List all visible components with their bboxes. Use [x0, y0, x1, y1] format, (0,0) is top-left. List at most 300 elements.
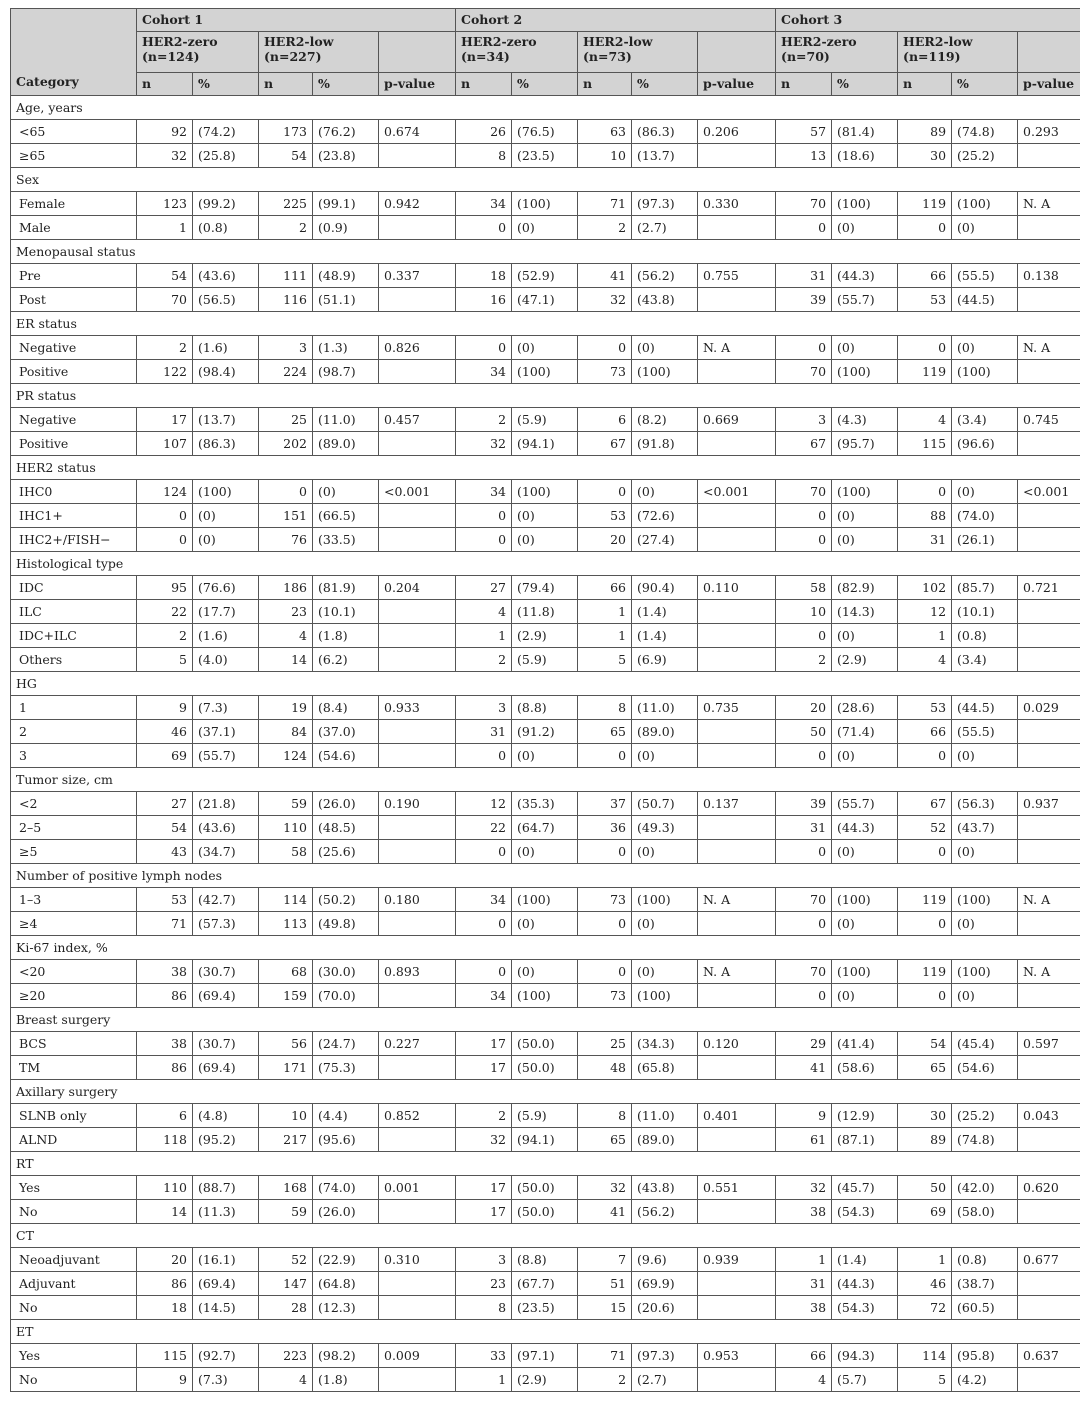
n-cell: 5 — [578, 648, 632, 672]
n-cell: 4 — [898, 408, 952, 432]
n-cell: 34 — [456, 984, 512, 1008]
p-value-cell — [698, 984, 776, 1008]
n-cell: 17 — [456, 1200, 512, 1224]
section-row — [11, 672, 1080, 696]
group-header — [898, 32, 1018, 73]
table-body — [11, 96, 1080, 1392]
row-label: IHC2+/FISH− — [11, 528, 137, 552]
n-cell: 0 — [456, 960, 512, 984]
p-value-cell — [698, 912, 776, 936]
table-row — [11, 1272, 1080, 1296]
percent-cell: (0) — [193, 528, 259, 552]
section-row — [11, 240, 1080, 264]
n-cell: 59 — [259, 1200, 313, 1224]
n-cell: 38 — [776, 1296, 832, 1320]
n-cell: 50 — [776, 720, 832, 744]
n-cell: 0 — [456, 504, 512, 528]
percent-cell: (81.4) — [832, 120, 898, 144]
n-cell: 70 — [137, 288, 193, 312]
percent-cell: (42.0) — [952, 1176, 1018, 1200]
p-value-cell — [1018, 1128, 1080, 1152]
n-cell: 3 — [456, 1248, 512, 1272]
cohort-1-header: Cohort 1 — [137, 9, 456, 32]
percent-cell: (100) — [632, 360, 698, 384]
n-cell: 23 — [259, 600, 313, 624]
n-cell: 2 — [137, 336, 193, 360]
percent-cell: (0) — [632, 912, 698, 936]
group-name: HER2-zero — [781, 34, 857, 49]
n-cell: 10 — [259, 1104, 313, 1128]
p-value-cell: 0.227 — [379, 1032, 456, 1056]
percent-cell: (55.5) — [952, 720, 1018, 744]
percent-cell: (1.4) — [632, 624, 698, 648]
n-cell: 53 — [898, 288, 952, 312]
table-row — [11, 216, 1080, 240]
p-value-cell — [698, 744, 776, 768]
p-value-cell: 0.180 — [379, 888, 456, 912]
percent-cell: (65.8) — [632, 1056, 698, 1080]
n-cell: 0 — [776, 984, 832, 1008]
table-row — [11, 432, 1080, 456]
n-cell: 89 — [898, 1128, 952, 1152]
percent-cell: (48.5) — [313, 816, 379, 840]
n-cell: 0 — [898, 336, 952, 360]
percent-cell: (100) — [832, 192, 898, 216]
p-value-cell — [698, 1056, 776, 1080]
percent-cell: (4.4) — [313, 1104, 379, 1128]
n-cell: 39 — [776, 792, 832, 816]
row-label: Adjuvant — [11, 1272, 137, 1296]
n-cell: 115 — [898, 432, 952, 456]
percent-cell: (100) — [512, 888, 578, 912]
table-row — [11, 720, 1080, 744]
section-row — [11, 552, 1080, 576]
n-cell: 48 — [578, 1056, 632, 1080]
percent-cell: (75.3) — [313, 1056, 379, 1080]
percent-cell: (3.4) — [952, 408, 1018, 432]
n-cell: 8 — [456, 144, 512, 168]
n-cell: 107 — [137, 432, 193, 456]
n-cell: 54 — [259, 144, 313, 168]
n-cell: 0 — [456, 912, 512, 936]
p-value-cell — [1018, 984, 1080, 1008]
n-cell: 0 — [776, 912, 832, 936]
n-cell: 84 — [259, 720, 313, 744]
percent-cell: (0) — [632, 480, 698, 504]
p-value-cell: 0.206 — [698, 120, 776, 144]
section-title: Menopausal status — [11, 240, 1080, 264]
table-row — [11, 912, 1080, 936]
p-value-cell — [379, 288, 456, 312]
section-title: Tumor size, cm — [11, 768, 1080, 792]
percent-cell: (11.8) — [512, 600, 578, 624]
n-cell: 34 — [456, 360, 512, 384]
n-cell: 70 — [776, 192, 832, 216]
n-cell: 8 — [578, 1104, 632, 1128]
percent-cell: (50.0) — [512, 1056, 578, 1080]
p-value-cell: 0.138 — [1018, 264, 1080, 288]
n-cell: 1 — [456, 1368, 512, 1392]
percent-cell: (91.8) — [632, 432, 698, 456]
section-title: ET — [11, 1320, 1080, 1344]
percent-cell: (54.6) — [952, 1056, 1018, 1080]
p-value-cell: N. A — [698, 888, 776, 912]
p-value-cell: 0.310 — [379, 1248, 456, 1272]
row-label: 1–3 — [11, 888, 137, 912]
n-cell: 41 — [776, 1056, 832, 1080]
p-value-cell: N. A — [1018, 960, 1080, 984]
section-row — [11, 312, 1080, 336]
n-cell: 71 — [578, 1344, 632, 1368]
row-label: Yes — [11, 1176, 137, 1200]
percent-cell: (96.6) — [952, 432, 1018, 456]
n-cell: 2 — [456, 648, 512, 672]
p-value-cell: 0.852 — [379, 1104, 456, 1128]
n-header: n — [137, 73, 193, 96]
n-cell: 119 — [898, 960, 952, 984]
n-cell: 69 — [898, 1200, 952, 1224]
n-cell: 113 — [259, 912, 313, 936]
group-name: HER2-zero — [461, 34, 537, 49]
n-cell: 54 — [898, 1032, 952, 1056]
n-cell: 0 — [456, 336, 512, 360]
row-label: ≥5 — [11, 840, 137, 864]
percent-cell: (1.4) — [632, 600, 698, 624]
p-value-cell — [698, 504, 776, 528]
percent-cell: (27.4) — [632, 528, 698, 552]
table-row — [11, 624, 1080, 648]
p-value-cell: 0.939 — [698, 1248, 776, 1272]
percent-cell: (74.0) — [313, 1176, 379, 1200]
percent-cell: (11.0) — [313, 408, 379, 432]
n-cell: 65 — [578, 720, 632, 744]
category-header: Category — [11, 9, 137, 96]
n-cell: 41 — [578, 1200, 632, 1224]
percent-cell: (87.1) — [832, 1128, 898, 1152]
p-value-cell: <0.001 — [379, 480, 456, 504]
n-cell: 0 — [776, 336, 832, 360]
n-cell: 67 — [776, 432, 832, 456]
n-cell: 46 — [898, 1272, 952, 1296]
percent-cell: (56.5) — [193, 288, 259, 312]
percent-cell: (0) — [512, 960, 578, 984]
n-cell: 70 — [776, 480, 832, 504]
row-label: Negative — [11, 336, 137, 360]
percent-cell: (26.1) — [952, 528, 1018, 552]
section-title: CT — [11, 1224, 1080, 1248]
percent-cell: (55.7) — [193, 744, 259, 768]
n-cell: 0 — [776, 624, 832, 648]
percent-cell: (74.8) — [952, 120, 1018, 144]
percent-cell: (2.7) — [632, 216, 698, 240]
percent-cell: (50.0) — [512, 1200, 578, 1224]
percent-cell: (5.7) — [832, 1368, 898, 1392]
section-row — [11, 168, 1080, 192]
n-cell: 66 — [578, 576, 632, 600]
n-cell: 2 — [456, 1104, 512, 1128]
percent-cell: (20.6) — [632, 1296, 698, 1320]
n-cell: 26 — [456, 120, 512, 144]
section-row — [11, 96, 1080, 120]
percent-cell: (100) — [512, 480, 578, 504]
percent-cell: (8.8) — [512, 1248, 578, 1272]
n-cell: 1 — [898, 624, 952, 648]
n-cell: 53 — [898, 696, 952, 720]
n-cell: 7 — [578, 1248, 632, 1272]
n-cell: 3 — [259, 336, 313, 360]
n-cell: 4 — [898, 648, 952, 672]
p-value-cell — [1018, 288, 1080, 312]
n-cell: 32 — [456, 432, 512, 456]
n-cell: 12 — [898, 600, 952, 624]
percent-cell: (44.3) — [832, 264, 898, 288]
percent-cell: (98.4) — [193, 360, 259, 384]
p-value-cell: 0.942 — [379, 192, 456, 216]
n-cell: 151 — [259, 504, 313, 528]
percent-cell: (67.7) — [512, 1272, 578, 1296]
p-value-cell: 0.893 — [379, 960, 456, 984]
table-row — [11, 1344, 1080, 1368]
percent-cell: (92.7) — [193, 1344, 259, 1368]
n-header: n — [578, 73, 632, 96]
row-label: ALND — [11, 1128, 137, 1152]
table-row — [11, 600, 1080, 624]
n-cell: 38 — [137, 960, 193, 984]
percent-cell: (25.2) — [952, 144, 1018, 168]
percent-cell: (33.5) — [313, 528, 379, 552]
n-cell: 4 — [776, 1368, 832, 1392]
percent-cell: (57.3) — [193, 912, 259, 936]
percent-cell: (97.3) — [632, 1344, 698, 1368]
n-header: n — [259, 73, 313, 96]
n-cell: 6 — [137, 1104, 193, 1128]
p-value-cell: 0.597 — [1018, 1032, 1080, 1056]
percent-cell: (1.6) — [193, 624, 259, 648]
percent-cell: (45.7) — [832, 1176, 898, 1200]
percent-cell: (8.8) — [512, 696, 578, 720]
n-cell: 1 — [137, 216, 193, 240]
n-cell: 30 — [898, 144, 952, 168]
p-value-cell: <0.001 — [698, 480, 776, 504]
percent-cell: (100) — [512, 192, 578, 216]
percent-cell: (3.4) — [952, 648, 1018, 672]
row-label: 2 — [11, 720, 137, 744]
percent-cell: (54.3) — [832, 1200, 898, 1224]
n-cell: 0 — [456, 744, 512, 768]
row-label: TM — [11, 1056, 137, 1080]
p-value-cell: 0.001 — [379, 1176, 456, 1200]
percent-cell: (0) — [832, 840, 898, 864]
n-cell: 119 — [898, 888, 952, 912]
n-cell: 114 — [259, 888, 313, 912]
table-row — [11, 120, 1080, 144]
n-cell: 15 — [578, 1296, 632, 1320]
percent-cell: (0) — [632, 960, 698, 984]
n-cell: 110 — [137, 1176, 193, 1200]
n-cell: 73 — [578, 360, 632, 384]
percent-cell: (37.1) — [193, 720, 259, 744]
p-value-cell: 0.204 — [379, 576, 456, 600]
percent-cell: (11.0) — [632, 696, 698, 720]
pvalue-header: p-value — [698, 73, 776, 96]
group-header — [456, 32, 578, 73]
p-value-cell — [1018, 360, 1080, 384]
percent-cell: (38.7) — [952, 1272, 1018, 1296]
n-cell: 28 — [259, 1296, 313, 1320]
n-header: n — [456, 73, 512, 96]
p-value-cell — [1018, 432, 1080, 456]
section-row — [11, 1320, 1080, 1344]
p-value-cell — [1018, 840, 1080, 864]
row-label: SLNB only — [11, 1104, 137, 1128]
row-label: 1 — [11, 696, 137, 720]
n-cell: 0 — [578, 336, 632, 360]
p-value-cell: 0.735 — [698, 696, 776, 720]
percent-cell: (45.4) — [952, 1032, 1018, 1056]
n-cell: 0 — [456, 840, 512, 864]
n-cell: 17 — [456, 1056, 512, 1080]
n-cell: 76 — [259, 528, 313, 552]
percent-cell: (0) — [952, 744, 1018, 768]
n-cell: 63 — [578, 120, 632, 144]
percent-cell: (74.2) — [193, 120, 259, 144]
percent-cell: (18.6) — [832, 144, 898, 168]
table-row — [11, 336, 1080, 360]
percent-cell: (100) — [952, 888, 1018, 912]
p-value-cell — [379, 744, 456, 768]
percent-cell: (23.5) — [512, 144, 578, 168]
n-cell: 22 — [456, 816, 512, 840]
n-cell: 14 — [259, 648, 313, 672]
percent-cell: (86.3) — [632, 120, 698, 144]
percent-cell: (23.5) — [512, 1296, 578, 1320]
percent-cell: (41.4) — [832, 1032, 898, 1056]
percent-cell: (10.1) — [952, 600, 1018, 624]
percent-cell: (16.1) — [193, 1248, 259, 1272]
n-cell: 2 — [259, 216, 313, 240]
n-cell: 88 — [898, 504, 952, 528]
p-value-cell — [698, 1272, 776, 1296]
n-cell: 57 — [776, 120, 832, 144]
n-cell: 73 — [578, 984, 632, 1008]
n-cell: 31 — [456, 720, 512, 744]
n-cell: 3 — [776, 408, 832, 432]
n-cell: 18 — [456, 264, 512, 288]
percent-cell: (13.7) — [632, 144, 698, 168]
p-value-cell: N. A — [1018, 336, 1080, 360]
p-value-cell: 0.674 — [379, 120, 456, 144]
n-cell: 3 — [456, 696, 512, 720]
percent-cell: (43.7) — [952, 816, 1018, 840]
percent-cell: (50.0) — [512, 1032, 578, 1056]
section-title: Breast surgery — [11, 1008, 1080, 1032]
n-cell: 5 — [137, 648, 193, 672]
p-value-cell: 0.009 — [379, 1344, 456, 1368]
row-label: Male — [11, 216, 137, 240]
p-value-cell: 0.677 — [1018, 1248, 1080, 1272]
percent-cell: (97.1) — [512, 1344, 578, 1368]
group-header — [259, 32, 379, 73]
section-row — [11, 864, 1080, 888]
p-value-cell — [379, 504, 456, 528]
percent-cell: (94.3) — [832, 1344, 898, 1368]
row-label: ≥20 — [11, 984, 137, 1008]
group-header — [137, 32, 259, 73]
percent-cell: (55.7) — [832, 792, 898, 816]
percent-cell: (55.7) — [832, 288, 898, 312]
n-cell: 25 — [259, 408, 313, 432]
n-cell: 46 — [137, 720, 193, 744]
percent-cell: (58.6) — [832, 1056, 898, 1080]
percent-cell: (22.9) — [313, 1248, 379, 1272]
section-title: ER status — [11, 312, 1080, 336]
section-row — [11, 936, 1080, 960]
percent-cell: (11.3) — [193, 1200, 259, 1224]
n-cell: 53 — [578, 504, 632, 528]
p-value-cell: 0.745 — [1018, 408, 1080, 432]
n-cell: 0 — [578, 840, 632, 864]
percent-cell: (1.3) — [313, 336, 379, 360]
p-value-cell — [1018, 720, 1080, 744]
n-cell: 31 — [776, 264, 832, 288]
percent-cell: (100) — [832, 888, 898, 912]
n-cell: 54 — [137, 264, 193, 288]
table-row — [11, 792, 1080, 816]
n-cell: 0 — [137, 504, 193, 528]
p-value-cell — [698, 360, 776, 384]
percent-cell: (4.8) — [193, 1104, 259, 1128]
percent-cell: (12.3) — [313, 1296, 379, 1320]
percent-cell: (95.8) — [952, 1344, 1018, 1368]
n-cell: 119 — [898, 192, 952, 216]
percent-cell: (71.4) — [832, 720, 898, 744]
p-value-cell: 0.755 — [698, 264, 776, 288]
percent-cell: (90.4) — [632, 576, 698, 600]
n-cell: 20 — [776, 696, 832, 720]
section-row — [11, 1152, 1080, 1176]
p-value-cell — [1018, 144, 1080, 168]
percent-cell: (26.0) — [313, 1200, 379, 1224]
percent-cell: (0) — [952, 840, 1018, 864]
n-cell: 17 — [456, 1032, 512, 1056]
row-label: Post — [11, 288, 137, 312]
table-row — [11, 1176, 1080, 1200]
percent-cell: (4.2) — [952, 1368, 1018, 1392]
p-value-cell — [379, 1368, 456, 1392]
percent-cell: (100) — [952, 960, 1018, 984]
percent-cell: (100) — [512, 984, 578, 1008]
percent-cell: (100) — [193, 480, 259, 504]
n-cell: 72 — [898, 1296, 952, 1320]
percent-cell: (30.0) — [313, 960, 379, 984]
percent-cell: (37.0) — [313, 720, 379, 744]
p-value-cell — [1018, 216, 1080, 240]
p-value-cell — [379, 912, 456, 936]
n-cell: 9 — [137, 1368, 193, 1392]
pct-header: % — [952, 73, 1018, 96]
percent-cell: (100) — [632, 888, 698, 912]
p-value-cell — [698, 1296, 776, 1320]
table-row — [11, 144, 1080, 168]
p-value-cell: 0.721 — [1018, 576, 1080, 600]
n-cell: 68 — [259, 960, 313, 984]
p-value-cell — [698, 1128, 776, 1152]
n-cell: 1 — [578, 600, 632, 624]
percent-cell: (8.2) — [632, 408, 698, 432]
p-value-cell: 0.043 — [1018, 1104, 1080, 1128]
n-cell: 0 — [776, 216, 832, 240]
row-label: <20 — [11, 960, 137, 984]
